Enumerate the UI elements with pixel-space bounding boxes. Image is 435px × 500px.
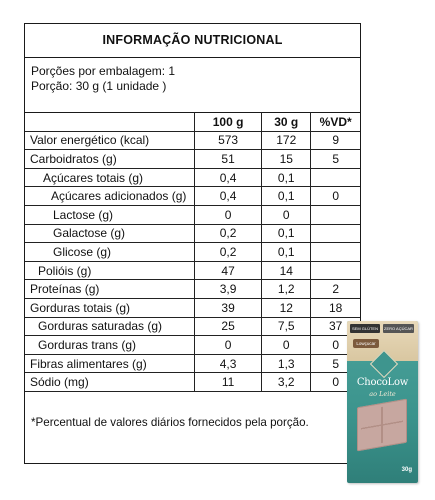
value-vd: 37	[311, 317, 360, 336]
value-100g: 25	[195, 317, 262, 336]
column-header-vd: %VD*	[311, 113, 360, 132]
value-vd: 0	[311, 336, 360, 355]
value-vd: 0	[311, 187, 360, 206]
table-row	[25, 131, 360, 150]
value-30g: 15	[262, 150, 311, 169]
table-row	[25, 298, 360, 317]
nutrient-name: Açúcares adicionados (g)	[25, 187, 195, 206]
value-30g: 0,1	[262, 187, 311, 206]
value-100g: 11	[195, 373, 262, 392]
sugar-free-badge: ZERO AÇÚCAR	[384, 326, 413, 331]
value-100g: 51	[195, 150, 262, 169]
nutrition-table	[25, 112, 360, 392]
value-30g: 0,1	[262, 243, 311, 262]
brand-logo: Lowçucar	[353, 339, 379, 348]
nutrient-name: Valor energético (kcal)	[25, 131, 195, 150]
nutrient-name: Polióis (g)	[25, 261, 195, 280]
column-header-nutrient	[25, 113, 195, 132]
value-100g: 573	[195, 131, 262, 150]
nutrient-name: Açúcares totais (g)	[25, 168, 195, 187]
value-30g: 0,1	[262, 224, 311, 243]
value-30g: 12	[262, 298, 311, 317]
table-row	[25, 261, 360, 280]
table-row	[25, 168, 360, 187]
value-30g: 0	[262, 205, 311, 224]
table-row	[25, 187, 360, 206]
value-100g: 47	[195, 261, 262, 280]
nutrient-name: Lactose (g)	[25, 205, 195, 224]
value-100g: 4,3	[195, 354, 262, 373]
product-subtitle: ao Leite	[369, 390, 396, 398]
value-100g: 0,2	[195, 224, 262, 243]
nutrient-name: Galactose (g)	[25, 224, 195, 243]
value-30g: 172	[262, 131, 311, 150]
chocolate-bar-icon	[357, 399, 407, 452]
nutrient-name: Gorduras trans (g)	[25, 336, 195, 355]
footnote: *Percentual de valores diários fornecidos pela porção.	[31, 416, 309, 429]
table-row	[25, 150, 360, 169]
value-30g: 14	[262, 261, 311, 280]
column-header-100g: 100 g	[195, 113, 262, 132]
value-30g: 0	[262, 336, 311, 355]
table-row	[25, 243, 360, 262]
value-30g: 3,2	[262, 373, 311, 392]
value-vd	[311, 205, 360, 224]
value-30g: 7,5	[262, 317, 311, 336]
nutrient-name: Gorduras saturadas (g)	[25, 317, 195, 336]
column-header-30g: 30 g	[262, 113, 311, 132]
table-row	[25, 354, 360, 373]
nutrient-name: Carboidratos (g)	[25, 150, 195, 169]
value-100g: 0,2	[195, 243, 262, 262]
nutrient-name: Sódio (mg)	[25, 373, 195, 392]
value-100g: 0	[195, 336, 262, 355]
product-package-image	[347, 321, 418, 483]
value-vd: 9	[311, 131, 360, 150]
value-100g: 3,9	[195, 280, 262, 299]
value-30g: 1,2	[262, 280, 311, 299]
table-row	[25, 336, 360, 355]
value-vd	[311, 243, 360, 262]
product-name: ChocoLow	[356, 377, 409, 388]
nutrient-name: Fibras alimentares (g)	[25, 354, 195, 373]
value-100g: 39	[195, 298, 262, 317]
value-vd: 2	[311, 280, 360, 299]
label-title: INFORMAÇÃO NUTRICIONAL	[25, 24, 360, 58]
gluten-free-badge: SEM GLÚTEN	[351, 326, 378, 331]
package-weight: 30g	[401, 467, 412, 473]
table-row	[25, 280, 360, 299]
nutrient-name: Gorduras totais (g)	[25, 298, 195, 317]
table-row	[25, 224, 360, 243]
table-row	[25, 205, 360, 224]
value-100g: 0,4	[195, 187, 262, 206]
value-vd: 18	[311, 298, 360, 317]
value-vd	[311, 168, 360, 187]
table-row	[25, 317, 360, 336]
value-vd	[311, 224, 360, 243]
value-vd: 5	[311, 150, 360, 169]
table-row	[25, 373, 360, 392]
servings-per-package: Porções por embalagem: 1	[31, 64, 176, 78]
value-100g: 0	[195, 205, 262, 224]
nutrient-name: Glicose (g)	[25, 243, 195, 262]
value-vd	[311, 261, 360, 280]
value-vd: 5	[311, 354, 360, 373]
serving-info	[31, 64, 175, 94]
serving-size: Porção: 30 g (1 unidade )	[31, 79, 167, 93]
nutrient-name: Proteínas (g)	[25, 280, 195, 299]
nutrition-facts-label	[24, 23, 361, 464]
table-header-row	[25, 113, 360, 132]
value-100g: 0,4	[195, 168, 262, 187]
value-30g: 0,1	[262, 168, 311, 187]
value-vd: 0	[311, 373, 360, 392]
value-30g: 1,3	[262, 354, 311, 373]
